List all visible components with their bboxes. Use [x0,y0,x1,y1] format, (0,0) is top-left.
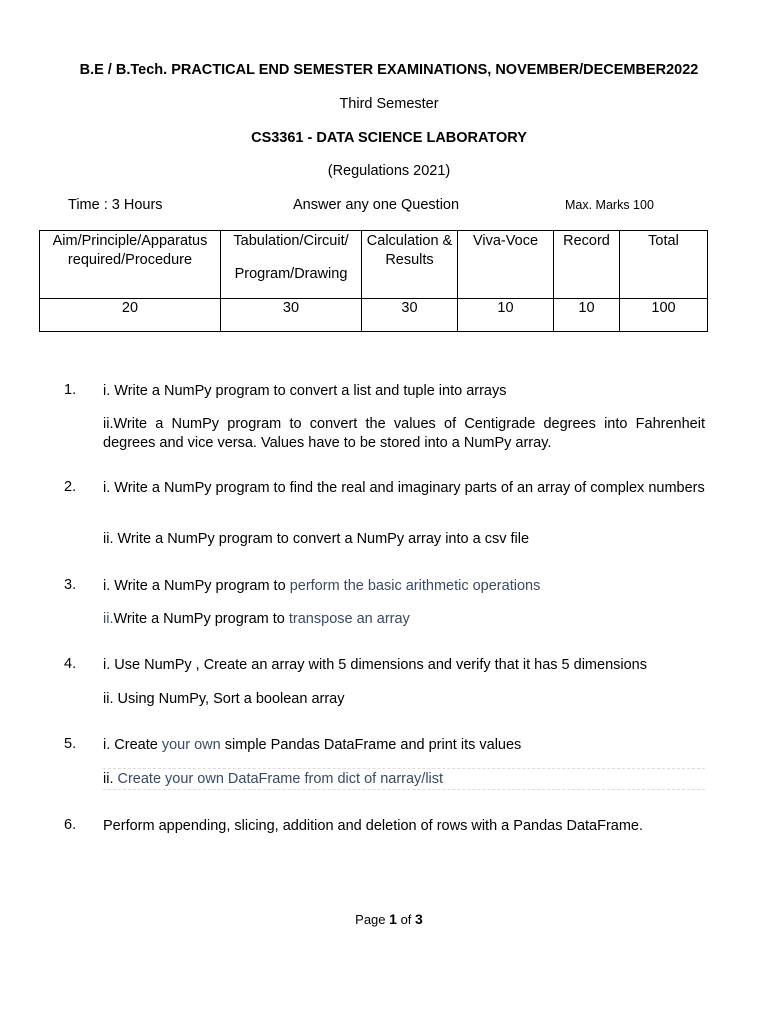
question-part-ii: ii.Write a NumPy program to convert the values of Centigrade degrees into Fahrenheit degrees and vice versa. Values have to be stored into a NumPy array. [103,416,705,451]
question-number: 6. [64,817,77,833]
max-marks-label: Max. Marks 100 [565,198,654,212]
question-part-ii: ii. Write a NumPy program to convert a NumPy array into a csv file [103,531,530,547]
instruction-label: Answer any one Question [293,197,460,213]
value-record: 10 [554,299,620,332]
question-part-i: i. Write a NumPy program to convert a list and tuple into arrays [103,383,507,399]
time-label: Time : 3 Hours [68,197,163,213]
question-number: 2. [64,479,77,495]
question-link-text: Create your own DataFrame from dict of narray/list [117,771,444,787]
marks-table [39,230,708,332]
header-tabulation: Tabulation/Circuit/ Program/Drawing [221,231,362,299]
exam-title: B.E / B.Tech. PRACTICAL END SEMESTER EXAMINATIONS, NOVEMBER/DECEMBER2022 [79,62,699,78]
question-number: 1. [64,382,77,398]
header-aim: Aim/Principle/Apparatus required/Procedure [40,231,221,299]
value-tabulation: 30 [221,299,362,332]
value-viva-voce: 10 [458,299,554,332]
header-calculation: Calculation & Results [362,231,458,299]
question-part-i: i. Create your own simple Pandas DataFrame and print its values [103,737,522,753]
question-link-text: transpose an array [288,611,410,627]
semester-label: Third Semester [339,96,439,112]
question-part-ii: ii.Write a NumPy program to transpose an array [103,611,410,627]
question-part-i: Perform appending, slicing, addition and deletion of rows with a Pandas DataFrame. [103,818,644,834]
value-calculation: 30 [362,299,458,332]
header-viva-voce: Viva-Voce [458,231,554,299]
question-number: 3. [64,577,77,593]
regulations-label: (Regulations 2021) [327,163,451,179]
header-total: Total [620,231,708,299]
value-total: 100 [620,299,708,332]
page-number-footer: Page 1 of 3 [355,911,423,927]
question-part-i: i. Write a NumPy program to find the real and imaginary parts of an array of complex numbers [103,480,705,496]
question-number: 4. [64,656,77,672]
marks-table-values-row [40,299,708,332]
value-aim: 20 [40,299,221,332]
header-record: Record [554,231,620,299]
question-part-i: i. Write a NumPy program to perform the basic arithmetic operations [103,578,541,594]
question-part-ii: ii. Create your own DataFrame from dict of narray/list [103,771,444,787]
question-link-text: your own [161,737,221,753]
question-part-ii: ii. Using NumPy, Sort a boolean array [103,691,345,707]
question-link-text: perform the basic arithmetic operations [289,578,541,594]
course-title: CS3361 - DATA SCIENCE LABORATORY [251,130,527,146]
question-number: 5. [64,736,77,752]
question-part-i: i. Use NumPy , Create an array with 5 dimensions and verify that it has 5 dimensions [103,657,647,673]
marks-table-header-row [40,231,708,299]
